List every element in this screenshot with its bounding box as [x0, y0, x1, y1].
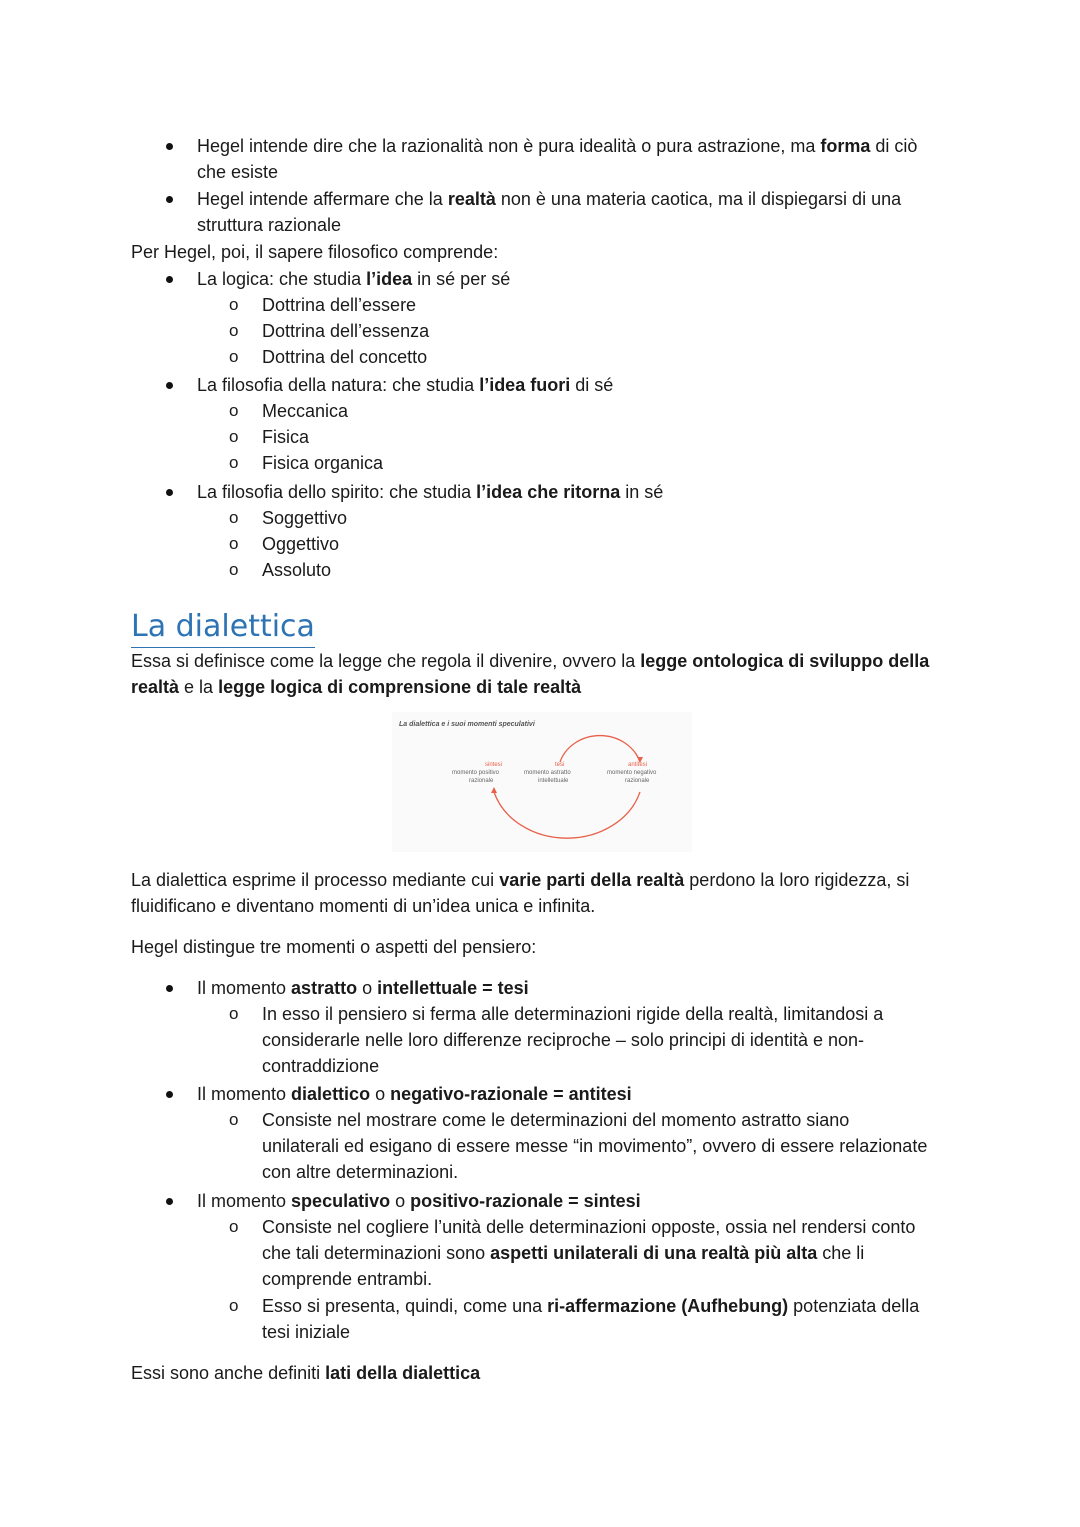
sapere-spirito: La filosofia dello spirito: che studia l’idea che ritorna in sé	[197, 482, 664, 502]
sub-bullet-circle: o	[229, 1217, 239, 1236]
sapere-logica-item: Dottrina dell’essenza	[262, 321, 430, 341]
intro-bullet-2-line-2: struttura razionale	[197, 215, 342, 235]
momento-sintesi: Il momento speculativo o positivo-razionale = sintesi	[197, 1191, 641, 1211]
label-tesi-desc-1: momento astratto	[524, 770, 571, 776]
sapere-logica-item: Dottrina del concetto	[262, 347, 428, 367]
sapere-intro: Per Hegel, poi, il sapere filosofico comprende:	[131, 242, 499, 262]
sub-bullet-circle: o	[229, 401, 239, 420]
momento-tesi-desc: In esso il pensiero si ferma alle determinazioni rigide della realtà, limitandosi a	[262, 1004, 884, 1024]
sub-bullet-circle: o	[229, 560, 239, 579]
sub-bullet-circle: o	[229, 295, 239, 314]
label-antitesi-desc-1: momento negativo	[607, 770, 657, 776]
label-antitesi: antitesi	[628, 762, 648, 768]
bullet-dot	[166, 143, 173, 150]
process-line-2: fluidificano e diventano momenti di un’idea unica e infinita.	[131, 896, 596, 916]
momento-antitesi-desc: Consiste nel mostrare come le determinazioni del momento astratto siano	[262, 1110, 850, 1130]
sub-bullet-circle: o	[229, 534, 239, 553]
bullet-dot	[166, 985, 173, 992]
definition-line-1: Essa si definisce come la legge che regola il divenire, ovvero la legge ontologica di sviluppo della	[131, 651, 930, 671]
arc-tesi-antitesi	[560, 736, 640, 762]
definition-line-2: realtà e la legge logica di comprensione di tale realtà	[131, 677, 582, 697]
momento-antitesi: Il momento dialettico o negativo-razionale = antitesi	[197, 1084, 632, 1104]
bullet-dot	[166, 196, 173, 203]
momento-antitesi-desc: con altre determinazioni.	[262, 1162, 459, 1182]
arc-antitesi-sintesi	[494, 792, 640, 838]
bullet-dot	[166, 1091, 173, 1098]
sapere-spirito-item: Assoluto	[262, 560, 332, 580]
intro-bullet-2-line-1: Hegel intende affermare che la realtà non è una materia caotica, ma il dispiegarsi di una	[197, 189, 902, 209]
momento-sintesi-desc: comprende entrambi.	[262, 1269, 433, 1289]
sapere-logica: La logica: che studia l’idea in sé per sé	[197, 269, 511, 289]
momento-tesi: Il momento astratto o intellettuale = tesi	[197, 978, 529, 998]
label-sintesi-desc-2: razionale	[469, 778, 494, 784]
bullet-dot	[166, 382, 173, 389]
sapere-spirito-item: Oggettivo	[262, 534, 340, 554]
sapere-natura-item: Meccanica	[262, 401, 349, 421]
intro-bullet-1-line-2: che esiste	[197, 162, 279, 182]
momento-sintesi-desc: che tali determinazioni sono aspetti unilaterali di una realtà più alta che li	[262, 1243, 865, 1263]
arrow-head	[491, 787, 497, 793]
sub-bullet-circle: o	[229, 1110, 239, 1129]
bullet-dot	[166, 276, 173, 283]
sub-bullet-circle: o	[229, 1296, 239, 1315]
label-tesi-desc-2: intellettuale	[538, 778, 569, 784]
bullet-dot	[166, 489, 173, 496]
momento-sintesi-desc: Consiste nel cogliere l’unità delle determinazioni opposte, ossia nel rendersi conto	[262, 1217, 916, 1237]
sub-bullet-circle: o	[229, 347, 239, 366]
sub-bullet-circle: o	[229, 427, 239, 446]
diagram-title: La dialettica e i suoi momenti speculativi	[399, 721, 535, 728]
sub-bullet-circle: o	[229, 508, 239, 527]
momento-tesi-desc: contraddizione	[262, 1056, 380, 1076]
section-heading: La dialettica	[131, 608, 315, 648]
closing-line: Essi sono anche definiti lati della dialettica	[131, 1363, 481, 1383]
sapere-natura-item: Fisica	[262, 427, 310, 447]
momenti-intro: Hegel distingue tre momenti o aspetti del pensiero:	[131, 937, 537, 957]
intro-bullet-1-line-1: Hegel intende dire che la razionalità non è pura idealità o pura astrazione, ma forma di ciò	[197, 136, 918, 156]
momento-sintesi-aufhebung: tesi iniziale	[262, 1322, 351, 1342]
label-tesi: tesi	[555, 762, 565, 768]
sapere-logica-item: Dottrina dell’essere	[262, 295, 417, 315]
label-sintesi-desc-1: momento positivo	[452, 770, 500, 776]
label-sintesi: sintesi	[485, 762, 503, 768]
sub-bullet-circle: o	[229, 321, 239, 340]
momento-tesi-desc: considerarle nelle loro differenze reciproche – solo principi di identità e non-	[262, 1030, 865, 1050]
sapere-spirito-item: Soggettivo	[262, 508, 348, 528]
sapere-natura-item: Fisica organica	[262, 453, 384, 473]
sapere-natura: La filosofia della natura: che studia l’idea fuori di sé	[197, 375, 614, 395]
bullet-dot	[166, 1198, 173, 1205]
momento-sintesi-aufhebung: Esso si presenta, quindi, come una ri-affermazione (Aufhebung) potenziata della	[262, 1296, 920, 1316]
sub-bullet-circle: o	[229, 453, 239, 472]
label-antitesi-desc-2: razionale	[625, 778, 650, 784]
sub-bullet-circle: o	[229, 1004, 239, 1023]
process-line-1: La dialettica esprime il processo mediante cui varie parti della realtà perdono la loro rigidezza, si	[131, 870, 910, 890]
momento-antitesi-desc: unilaterali ed esigano di essere messe “in movimento”, ovvero di essere relazionate	[262, 1136, 928, 1156]
dialectic-diagram	[392, 712, 692, 852]
